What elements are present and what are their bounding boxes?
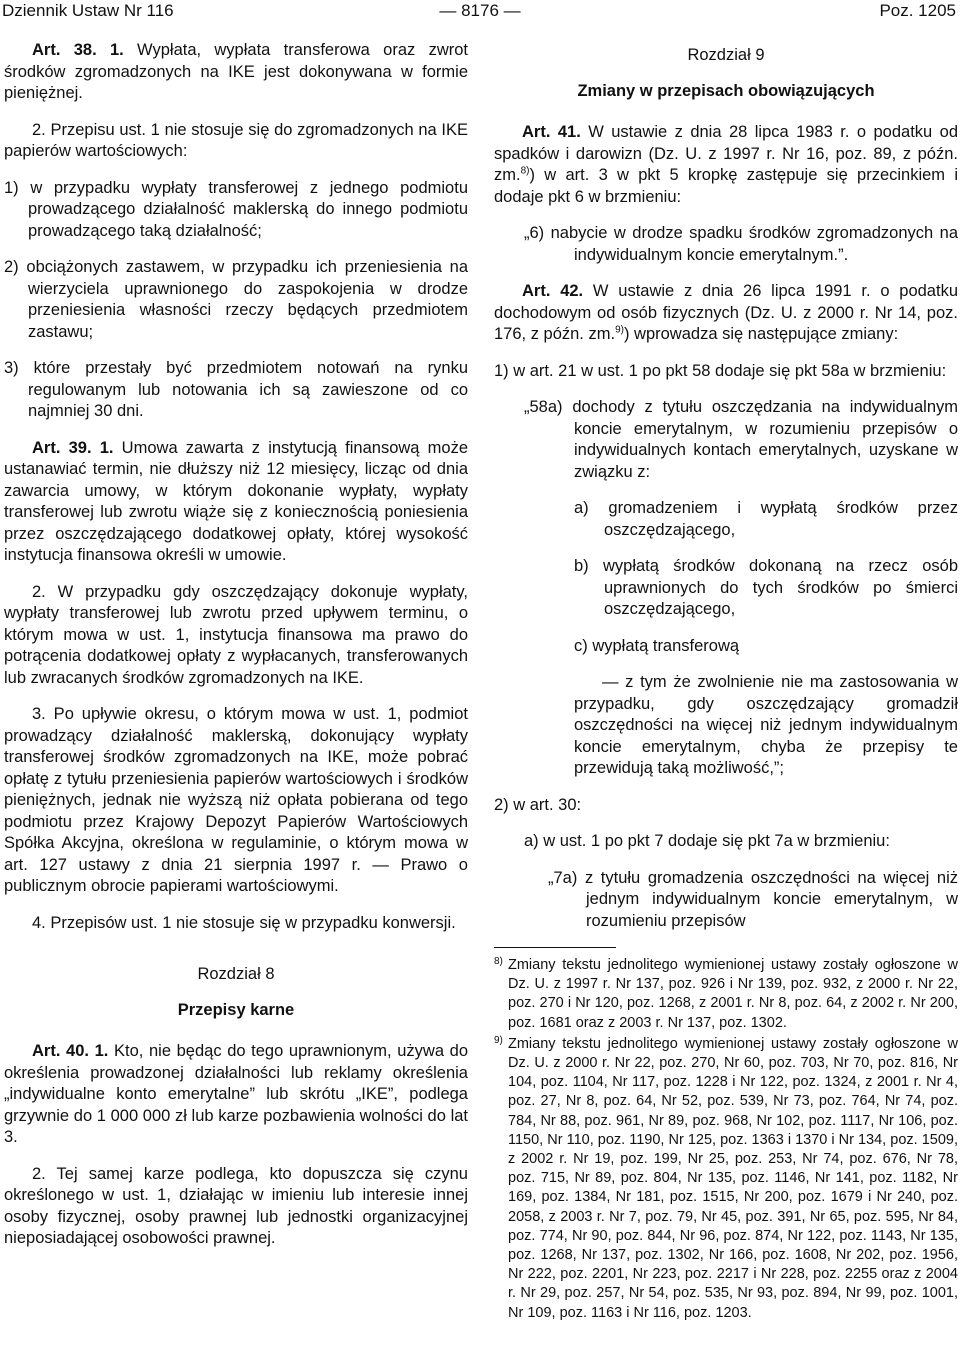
article-41 [494, 122, 958, 208]
article-42-dash-clause: — z tym że zwolnienie nie ma zastosowania w przypadku, gdy oszczędzający gromadził oszczędności na więcej niż jednym indywidualnym koncie emerytalnym, chyba że przepisy te przewidują taką możliwość,”; [574, 673, 958, 777]
footnotes [494, 956, 958, 1323]
left-column [4, 40, 468, 1265]
footnote-8 [494, 956, 958, 1033]
article-42-text-b: ) wprowadza się następujące zmiany: [623, 325, 899, 343]
running-header [0, 0, 960, 24]
article-40-paragraph-2: 2. Tej samej karze podlega, kto dopuszcza się czynu określonego w ust. 1, działając w imieniu lub interesie innej osoby fizycznej, osoby prawnej lub jednostki organizacyjnej nieposiadającej osobowości prawnej. [4, 1164, 468, 1247]
article-38-paragraph-1 [4, 40, 468, 105]
article-40-paragraph-1 [4, 1041, 468, 1149]
footnote-9-text: Zmiany tekstu jednolitego wymienionej ustawy zostały ogłoszone w Dz. U. z 2000 r. Nr 22, poz. 270, Nr 60, poz. 703, Nr 70, poz. 816, Nr 104, poz. 1104, Nr 117, poz. 1228 i Nr 122, poz. 1324, z 2001 r. Nr 4, poz. 27, Nr 8, poz. 64, Nr 52, poz. 539, Nr 73, poz. 764, Nr 74, poz. 784, Nr 88, poz. 961, Nr 89, poz. 968, Nr 102, poz. 1117, Nr 106, poz. 1150, Nr 110, poz. 1190, Nr 125, poz. 1363 i 1370 i Nr 134, poz. 1509, z 2002 r. Nr 19, poz. 199, Nr 25, poz. 253, Nr 74, poz. 676, Nr 78, poz. 715, Nr 89, poz. 804, Nr 135, poz. 1146, Nr 141, poz. 1182, Nr 169, poz. 1384, Nr 181, poz. 1515, Nr 200, poz. 1679 i Nr 240, poz. 2058, z 2003 r. Nr 7, poz. 79, Nr 45, poz. 391, Nr 65, poz. 595, Nr 84, poz. 774, Nr 90, poz. 844, Nr 96, poz. 874, Nr 122, poz. 1143, Nr 135, poz. 1268, Nr 137, poz. 1302, Nr 166, poz. 1608, Nr 202, poz. 1956, Nr 222, poz. 2201, Nr 223, poz. 2217 i Nr 228, poz. 2255 oraz z 2004 r. Nr 29, poz. 257, Nr 54, poz. 535, Nr 93, poz. 894, Nr 99, poz. 1001, Nr 109, poz. 1163 i Nr 116, poz. 1203. [508, 1035, 958, 1321]
article-42-item-1: 1) w art. 21 w ust. 1 po pkt 58 dodaje się pkt 58a w brzmieniu: [494, 361, 947, 380]
footnote-divider [494, 947, 616, 948]
article-41-quote: „6) nabycie w drodze spadku środków zgromadzonych na indywidualnym koncie emerytalnym.”. [524, 224, 958, 264]
article-42-heading: Art. 42. [522, 282, 584, 300]
journal-title: Dziennik Ustaw Nr 116 [2, 1, 174, 20]
article-39-paragraph-3: 3. Po upływie okresu, o którym mowa w ust. 1, podmiot prowadzący działalność maklerską, dokonujący wypłaty transferowej środków zgromadzonych na IKE, może pobrać opłatę z tytułu przeniesienia papierów wartościowych i środków pieniężnych, jednak nie wyższą niż opłata pobierana od tego podmiotu przez Krajowy Depozyt Papierów Wartościowych Spółka Akcyjna, określona w regulaminie, o którym mowa w art. 127 ustawy z dnia 21 sierpnia 1997 r. — Prawo o publicznym obrocie papierami wartościowymi. [4, 705, 468, 895]
article-41-heading: Art. 41. [522, 123, 581, 141]
article-38-heading: Art. 38. 1. [32, 41, 124, 59]
footnote-9-mark: 9) [494, 1034, 503, 1046]
article-39-paragraph-1 [4, 438, 468, 567]
footnote-8-text: Zmiany tekstu jednolitego wymienionej ustawy zostały ogłoszone w Dz. U. z 1997 r. Nr 137, poz. 926 i Nr 139, poz. 932, z 2000 r. Nr 22, poz. 270 i Nr 120, poz. 1268, z 2001 r. Nr 8, poz. 64, z 2002 r. Nr 200, poz. 1681 oraz z 2003 r. Nr 137, poz. 1302. [508, 957, 958, 1031]
article-42-item-2: 2) w art. 30: [494, 795, 582, 814]
article-38-item-3: 3) które przestały być przedmiotem notowań na rynku regulowanym lub notowania ich są zawieszone od co najmniej 30 dni. [4, 359, 468, 420]
footnote-9 [494, 1035, 958, 1323]
article-39-heading: Art. 39. 1. [32, 438, 114, 457]
article-40-paragraph-1-text: Kto, nie będąc do tego uprawnionym, używa do określenia prowadzonej działalności lub reklamy określenia „indywidualne konto emerytalne” lub skrótu „IKE”, podlega grzywnie do 1 000 000 zł lub karze pozbawienia wolności do lat 3. [4, 1042, 468, 1146]
article-38-paragraph-2: 2. Przepisu ust. 1 nie stosuje się do zgromadzonych na IKE papierów wartościowych: [4, 120, 468, 160]
article-41-text-a: W ustawie z dnia 28 lipca 1983 r. o podatku od spadków i darowizn (Dz. U. z 1997 r. Nr 16, poz. 89, z późn. zm. [494, 123, 958, 184]
article-38-paragraph-1-text: Wypłata, wypłata transferowa oraz zwrot środków zgromadzonych na IKE jest dokonywana w formie pieniężnej. [4, 41, 468, 102]
footnote-ref-8: 8) [520, 165, 530, 177]
article-42-sub-a: a) gromadzeniem i wypłatą środków przez oszczędzającego, [574, 499, 958, 539]
article-42-item-2-quote: „7a) z tytułu gromadzenia oszczędności na więcej niż jednym indywidualnym koncie emerytalnym, w rozumieniu przepisów [548, 868, 958, 930]
article-39-paragraph-4: 4. Przepisów ust. 1 nie stosuje się w przypadku konwersji. [32, 913, 456, 932]
position-number: Poz. 1205 [879, 1, 956, 20]
footnote-8-mark: 8) [494, 956, 503, 967]
right-column [494, 40, 958, 1325]
chapter-9-title: Zmiany w przepisach obowiązujących [577, 81, 875, 100]
article-42-text-a: W ustawie z dnia 26 lipca 1991 r. o podatku dochodowym od osób fizycznych (Dz. U. z 2000 r. Nr 14, poz. 176, z późn. zm. [494, 282, 958, 343]
chapter-8-number: Rozdział 8 [197, 965, 275, 983]
article-40-heading: Art. 40. 1. [32, 1042, 109, 1060]
page-number: — 8176 — [439, 1, 521, 20]
article-42-item-2-a: a) w ust. 1 po pkt 7 dodaje się pkt 7a w brzmieniu: [524, 832, 890, 850]
article-38-item-1: 1) w przypadku wypłaty transferowej z jednego podmiotu prowadzącego działalność maklerską do innego podmiotu prowadzącego taką działalność; [4, 178, 468, 240]
article-42-sub-b: b) wypłatą środków dokonaną na rzecz osób uprawnionych do tych środków po śmierci oszczędzającego, [574, 557, 958, 618]
footnote-ref-9: 9) [615, 324, 624, 336]
article-42 [494, 281, 958, 346]
article-39-paragraph-2: 2. W przypadku gdy oszczędzający dokonuje wypłaty, wypłaty transferowej lub zwrotu przed upływem terminu, o którym mowa w ust. 1, instytucja finansowa ma prawo do potrącenia dodatkowej opłaty z wypłacanych, transferowanych lub zwracanych środków zgromadzonych na IKE. [4, 582, 468, 687]
article-38-item-2: 2) obciążonych zastawem, w przypadku ich przeniesienia na wierzyciela uprawnionego do zaspokojenia w drodze przeniesienia własności rzeczy będących przedmiotem zastawu; [4, 258, 468, 341]
article-42-sub-c: c) wypłatą transferową [574, 636, 740, 655]
article-42-item-1-quote: „58a) dochody z tytułu oszczędzania na indywidualnym koncie emerytalnym, w rozumieniu przepisów o indywidualnych kontach emerytalnych, uzyskane w związku z: [524, 398, 958, 481]
article-41-text-b: ) w art. 3 w pkt 5 kropkę zastępuje się przecinkiem i dodaje pkt 6 w brzmieniu: [494, 166, 958, 206]
chapter-9-number: Rozdział 9 [687, 46, 765, 64]
article-39-paragraph-1-text: Umowa zawarta z instytucją finansową może ustanawiać termin, nie dłuższy niż 12 miesięcy, licząc od dnia zawarcia umowy, w którym dokonanie wypłaty, wypłaty transferowej lub zwrotu wiąże się z koniecznością poniesienia przez oszczędzającego dodatkowej opłaty, której wysokość instytucja finansowa określi w umowie. [4, 438, 468, 564]
chapter-8-title: Przepisy karne [177, 1000, 295, 1019]
